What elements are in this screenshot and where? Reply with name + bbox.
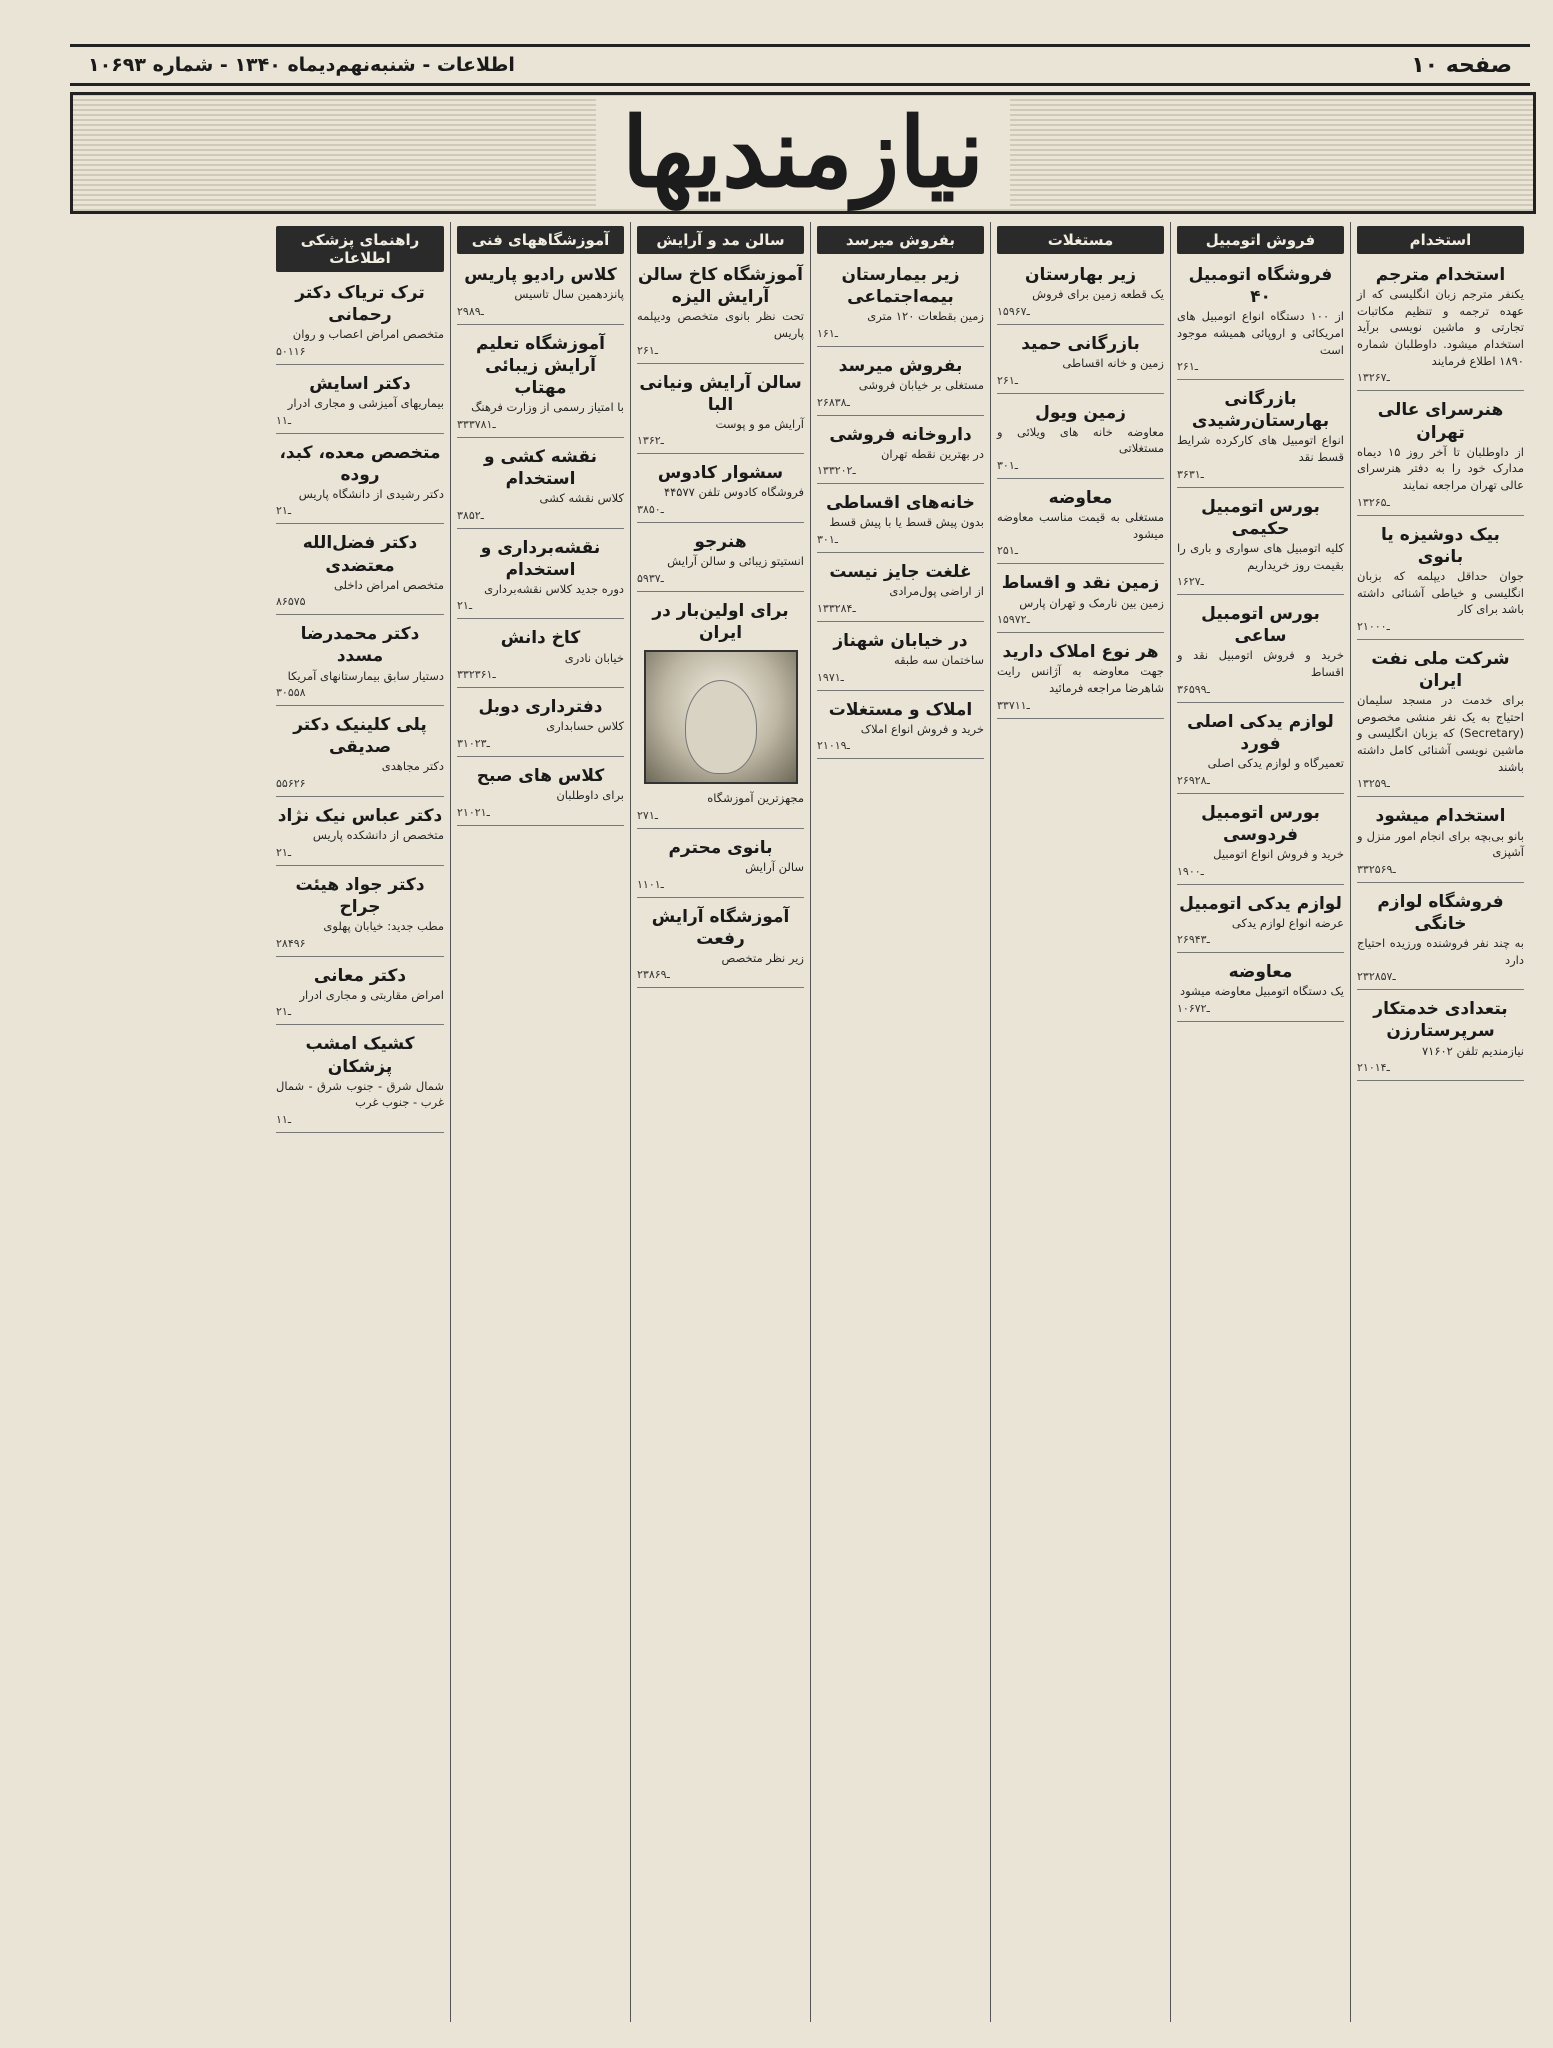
- classified-ad: [276, 870, 444, 957]
- classified-ad: [457, 623, 624, 688]
- ad-code: ۳۶ـ۵۹۹: [1177, 682, 1210, 696]
- ad-code: ۱ـ۱: [276, 1112, 292, 1126]
- ad-body: مستغلی بر خیابان فروشی: [858, 377, 984, 392]
- ad-code: ۱ـ۱: [276, 413, 292, 427]
- ad-title: بازرگانی بهارستان‌رشیدی: [1191, 389, 1330, 432]
- classified-ad: [997, 398, 1164, 479]
- ad-body: یکنفر مترجم زبان انگلیسی که از عهده ترجمه و تنظیم مکاتبات تجارتی و ماشین نویسی برآید استخدام میشود. داوطلبان شماره ۱۸۹۰ اطلاع فرمایند: [1357, 287, 1524, 368]
- ad-code: ۱۰۶۷ـ۲: [1177, 1002, 1210, 1016]
- ad-title: متخصص معده، کبد، روده: [279, 442, 441, 485]
- ad-title: شرکت ملی نفت ایران: [1371, 648, 1510, 691]
- classified-ad: [1357, 994, 1524, 1081]
- ad-code: ۱ـ۳۳۲۸۴: [817, 601, 856, 615]
- ad-code: ۲ـ۱۰۱۴: [1357, 1061, 1390, 1075]
- ad-body: در بهترین نقطه تهران: [880, 446, 984, 461]
- ad-title: فروشگاه لوازم خانگی: [1377, 891, 1504, 934]
- ad-body: نیازمندیم تلفن ۷۱۶۰۲: [1421, 1043, 1524, 1058]
- column-4: [630, 222, 810, 2022]
- ad-title: زیر بیمارستان بیمه‌اجتماعی: [841, 265, 960, 308]
- portrait-photo: [644, 650, 798, 784]
- ad-title: ترک تریاک دکتر رحمانی: [295, 283, 425, 326]
- ad-title: معاوضه: [1228, 962, 1293, 983]
- ad-body: دستیار سابق بیمارستانهای آمریکا: [287, 668, 444, 683]
- classified-ad: [457, 260, 624, 325]
- column-0: [1350, 222, 1530, 2022]
- ad-code: ۸۶۵۷۵: [276, 595, 306, 609]
- ad-title: غلغت جایز نیست: [829, 562, 972, 583]
- classified-ad: [276, 801, 444, 866]
- ad-code: ۳ـ۳۲۵۶۹: [1357, 862, 1396, 876]
- classified-ad: [457, 761, 624, 826]
- ad-code: ۲ـ۱۰۲۱: [457, 805, 490, 819]
- masthead: [70, 92, 1536, 214]
- classified-ad: [1177, 384, 1344, 488]
- ad-body: خرید و فروش انواع اتومبیل: [1213, 846, 1344, 861]
- ad-code: ۳ـ۱۰۲۳: [457, 736, 490, 750]
- ad-code: ۱ـ۱۰۱: [637, 877, 664, 891]
- section-header: سالن مد و آرایش: [637, 226, 804, 254]
- ad-code: ۲ـ۱: [276, 845, 292, 859]
- ad-code: ۲ـ۱۰۱۹: [817, 739, 850, 753]
- ad-code: ۲۶ـ۱: [637, 343, 658, 357]
- classified-ad: [997, 483, 1164, 564]
- ad-code: ۳ـ۸۵۲: [457, 508, 484, 522]
- classified-ad: [276, 369, 444, 434]
- ad-code: ۱ـ۳۲۵۹: [1357, 777, 1390, 791]
- ad-code: ۱۵ـ۹۷۲: [997, 613, 1030, 627]
- ad-code: ۳ـ۶۳۱: [1177, 467, 1204, 481]
- classified-ad: [1357, 260, 1524, 391]
- ad-body: به چند نفر فروشنده ورزیده احتیاج دارد: [1357, 936, 1524, 967]
- classified-ad: [1357, 887, 1524, 991]
- section-header: راهنمای پزشکی اطلاعات: [276, 226, 444, 272]
- ad-code: ۵۰۱۱۶: [276, 344, 306, 358]
- ad-title: هنرجو: [694, 532, 747, 553]
- ad-title: بورس اتومبیل حکیمی: [1201, 496, 1320, 539]
- ad-title: هر نوع املاک دارید: [1002, 642, 1159, 663]
- ad-body: بیماریهای آمیزشی و مجاری ادرار: [287, 395, 444, 410]
- ad-code: ۵۵۶۲۶: [276, 777, 306, 791]
- classified-ad: [1357, 644, 1524, 798]
- section-header: آموزشگاههای فنی: [457, 226, 624, 254]
- ad-code: ۳۰۵۵۸: [276, 686, 306, 700]
- classified-ad: [1357, 801, 1524, 882]
- ad-code: ۲ـ۱۰۰۰: [1357, 619, 1390, 633]
- ad-body: عرضه انواع لوازم یدکی: [1231, 915, 1344, 930]
- ad-title: استخدام میشود: [1375, 806, 1506, 827]
- ad-title: بورس اتومبیل ساعی: [1201, 604, 1320, 647]
- ad-title: نقشه‌برداری و استخدام: [480, 537, 601, 580]
- ad-title: نقشه کشی و استخدام: [483, 446, 597, 489]
- ad-title: بتعدادی خدمتکار سرپرستارزن: [1373, 999, 1508, 1042]
- ad-title: آموزشگاه آرایش رفعت: [651, 906, 790, 949]
- ad-body: تحت نظر بانوی متخصص ودیپلمه پاریس: [637, 309, 804, 340]
- column-1: [1170, 222, 1350, 2022]
- classified-ad: [1177, 707, 1344, 794]
- ad-title: کلاس رادیو پاریس: [464, 265, 617, 285]
- ad-body: از ۱۰۰ دستگاه انواع اتومبیل های امریکائی و اروپائی همیشه موجود است: [1177, 309, 1345, 357]
- section-header: بفروش میرسد: [817, 226, 984, 254]
- ad-body: مطب جدید: خیابان پهلوی: [323, 919, 444, 934]
- ad-body: دکتر مجاهدی: [381, 759, 444, 774]
- ad-code: ۲ـ۳۲۸۵۷: [1357, 970, 1396, 984]
- classified-ad: [997, 637, 1164, 718]
- ad-code: ۳۰ـ۱: [997, 458, 1018, 472]
- ad-title: کلاس های صبح: [476, 765, 605, 786]
- ad-body: متخصص از دانشکده پاریس: [312, 828, 444, 843]
- ad-title: معاوضه: [1048, 487, 1113, 508]
- ad-code: ۲۶ـ۹۴۳: [1177, 933, 1210, 947]
- classified-columns: [70, 222, 1530, 2022]
- classified-ad: [276, 961, 444, 1026]
- classified-ad: [457, 533, 624, 620]
- ad-body: زمین و خانه اقساطی: [1062, 355, 1164, 370]
- classified-ad: [997, 568, 1164, 633]
- ad-body: متخصص امراض اعصاب و روان: [292, 327, 444, 342]
- ad-body: ساختمان سه طبقه: [893, 653, 984, 668]
- ad-body: زیر نظر متخصص: [721, 950, 804, 965]
- ad-title: فروشگاه اتومبیل ۴۰: [1188, 265, 1333, 308]
- classified-ad: [1177, 492, 1344, 596]
- ad-body: مجهزترین آموزشگاه: [707, 791, 804, 806]
- ad-code: ۲۶ـ۹۲۸: [1177, 773, 1210, 787]
- ad-code: ۲ـ۹۸۹: [457, 304, 484, 318]
- classified-ad: [817, 420, 984, 485]
- ad-code: ۲۶ـ۸۳۸: [817, 395, 850, 409]
- ad-body: خرید و فروش انواع املاک: [860, 721, 984, 736]
- ad-body: خرید و فروش اتومبیل نقد و اقساط: [1177, 648, 1344, 680]
- classified-ad: [276, 278, 444, 365]
- ad-code: ۱ـ۳۲۶۷: [1357, 371, 1390, 385]
- ad-title: زمین ویول: [1035, 402, 1126, 423]
- ad-code: ۱۵ـ۹۶۷: [997, 304, 1030, 318]
- ad-body: انستیتو زیبائی و سالن آرایش: [667, 554, 804, 569]
- ad-body: جوان حداقل دیپلمه که بزبان انگلیسی و خیاطی آشنائی داشته باشد برای کار: [1357, 568, 1524, 617]
- classified-ad: [817, 626, 984, 691]
- classified-ad: [276, 619, 444, 706]
- ad-title: لوازم یدکی اتومبیل: [1179, 893, 1342, 914]
- classified-ad: [637, 458, 804, 523]
- section-header: استخدام: [1357, 226, 1524, 254]
- ad-title: دکتر عباس نیک نژاد: [277, 806, 443, 827]
- ad-body: یک دستگاه اتومبیل معاوضه میشود: [1179, 984, 1344, 999]
- ad-title: زمین نقد و اقساط: [1001, 573, 1160, 594]
- classified-ad: [1177, 798, 1344, 885]
- classified-ad: [1357, 520, 1524, 640]
- ad-body: بدون پیش قسط یا با پیش قسط: [829, 515, 984, 530]
- ad-body: زمین بین نارمک و تهران پارس: [1019, 595, 1164, 610]
- ad-code: ۲۶ـ۱: [1177, 360, 1198, 374]
- ad-title: کشیک امشب پزشکان: [305, 1034, 415, 1077]
- classified-ad: [997, 260, 1164, 325]
- ad-body: سالن آرایش: [745, 859, 804, 874]
- ad-body: از داوطلبان تا آخر روز ۱۵ دیماه مدارک خود را به دفتر هنرسرای عالی تهران مراجعه نمایند: [1357, 444, 1525, 492]
- ad-body: خیابان نادری: [564, 650, 624, 665]
- ad-title: در خیابان شهناز: [833, 630, 968, 651]
- classified-ad: [817, 260, 984, 347]
- ad-title: داروخانه فروشی: [829, 424, 972, 445]
- classified-ad: [817, 351, 984, 416]
- classified-ad: [997, 329, 1164, 394]
- portrait-face: [685, 680, 757, 774]
- section-header: مستغلات: [997, 226, 1164, 254]
- ad-code: ۳ـ۳۳۷۸۱: [457, 417, 496, 431]
- top-strip: [70, 44, 1530, 86]
- ad-code: ۲۳ـ۸۶۹: [637, 968, 670, 982]
- ad-code: ۱۶ـ۲۷: [1177, 575, 1204, 589]
- ad-title: بانوی محترم: [668, 837, 773, 858]
- ad-body: پانزدهمین سال تاسیس: [514, 287, 624, 302]
- ad-code: ۱ـ۹۷۱: [817, 670, 844, 684]
- ad-title: لوازم یدکی اصلی فورد: [1187, 711, 1334, 754]
- column-2: [990, 222, 1170, 2022]
- ad-body: متخصص امراض داخلی: [333, 577, 444, 592]
- ad-code: ۳ـ۸۵۰: [637, 503, 664, 517]
- ad-code: ۲۵ـ۱: [997, 544, 1018, 558]
- ad-code: ۲ـ۱: [457, 599, 473, 613]
- ad-code: ۳۳۷۱ـ۱: [997, 698, 1030, 712]
- ad-body: کلاس حسابداری: [546, 719, 624, 734]
- ad-title: دکتر محمدرضا مسدد: [300, 624, 420, 667]
- ad-title: برای اولین‌بار در ایران: [652, 600, 789, 644]
- ad-body: برای داوطلبان: [556, 788, 624, 803]
- ad-title: بفروش میرسد: [838, 355, 963, 376]
- column-3: [810, 222, 990, 2022]
- ad-code: ۱ـ۹۰۰: [1177, 864, 1204, 878]
- ad-title: بیک دوشیزه یا بانوی: [1381, 524, 1500, 567]
- ad-title: املاک و مستغلات: [828, 699, 973, 720]
- ad-code: ۲ـ۱: [276, 504, 292, 518]
- ad-title: هنرسرای عالی تهران: [1377, 400, 1504, 443]
- ad-code: ۱ـ۳۶۲: [637, 434, 664, 448]
- ad-title: آموزشگاه تعلیم آرایش زیبائی مهتاب: [476, 333, 605, 398]
- ad-body: با امتیاز رسمی از وزارت فرهنگ: [471, 400, 624, 415]
- ad-title: دکتر جواد هیئت جراح: [295, 874, 425, 917]
- classified-ad: [276, 1029, 444, 1133]
- ad-body: فروشگاه کادوس تلفن ۴۴۵۷۷: [663, 485, 804, 500]
- ad-code: ۵ـ۹۳۷: [637, 571, 664, 585]
- ad-title: سشوار کادوس: [657, 463, 784, 484]
- ad-body: بانو بی‌بچه برای انجام امور منزل و آشپزی: [1357, 828, 1524, 860]
- ad-title: آموزشگاه کاخ سالن آرایش الیزه: [638, 265, 803, 308]
- classified-ad: [817, 488, 984, 553]
- ad-code: ۱ـ۳۳۲۰۲: [817, 464, 856, 478]
- classified-ad: [1357, 395, 1524, 515]
- ad-title: بورس اتومبیل فردوسی: [1201, 802, 1320, 845]
- ad-title: دکتر معانی: [313, 965, 407, 986]
- classified-ad: [1177, 599, 1344, 703]
- masthead-title: نیازمندیها: [596, 98, 1010, 208]
- classified-ad: [637, 368, 804, 455]
- ad-body: معاوضه خانه های ویلائی و مستغلاتی: [997, 424, 1164, 456]
- classified-ad: [817, 695, 984, 760]
- ad-code: ۱ـ۳۲۶۵: [1357, 495, 1390, 509]
- ad-body: دوره جدید کلاس نقشه‌برداری: [484, 581, 624, 596]
- ad-title: دکتر فضل‌الله معتضدی: [302, 533, 418, 576]
- classified-ad: [637, 833, 804, 898]
- ad-code: ۲۸۴۹۶: [276, 936, 306, 950]
- ad-body: شمال شرق - جنوب شرق - شمال غرب - جنوب غرب: [276, 1078, 444, 1110]
- classified-ad: [276, 438, 444, 525]
- ad-body: کلیه اتومبیل های سواری و باری را بقیمت روز خریداریم: [1177, 540, 1344, 572]
- ad-code: ۲۷ـ۱: [637, 808, 658, 822]
- classified-ad: [1177, 957, 1344, 1022]
- ad-body: کلاس نقشه کشی: [539, 490, 624, 505]
- ad-body: زمین بقطعات ۱۲۰ متری: [867, 309, 984, 324]
- classified-ad: [1177, 260, 1344, 380]
- classified-ad: [457, 442, 624, 529]
- ad-body: برای خدمت در مسجد سلیمان احتیاج به یک نفر منشی مخصوص (Secretary) که بزبان انگلیسی و ماشین نویسی آشنائی کامل داشته باشند: [1357, 693, 1524, 774]
- ad-title: دفترداری دوبل: [478, 697, 603, 718]
- ad-body: جهت معاوضه به آژانس رایت شاهرضا مراجعه فرمائید: [997, 664, 1164, 695]
- ad-title: سالن آرایش ونیانی البا: [639, 372, 802, 415]
- ad-code: ۱۶ـ۱: [817, 326, 838, 340]
- ad-title: پلی کلینیک دکتر صدیقی: [293, 715, 427, 758]
- classified-ad: [276, 710, 444, 797]
- classified-ad: [276, 528, 444, 615]
- ad-body: یک قطعه زمین برای فروش: [1032, 287, 1164, 302]
- ad-body: امراض مقاربتی و مجاری ادرار: [299, 987, 444, 1002]
- ad-body: دکتر رشیدی از دانشگاه پاریس: [298, 486, 444, 501]
- ad-title: استخدام مترجم: [1375, 265, 1506, 285]
- ad-body: انواع اتومبیل های کارکرده شرایط قسط نقد: [1177, 433, 1344, 465]
- classified-ad: [457, 329, 624, 438]
- ad-body: از اراضی پول‌مرادی: [889, 584, 984, 599]
- classified-ad: [457, 692, 624, 757]
- ad-code: ۲ـ۱: [276, 1005, 292, 1019]
- classified-ad: [817, 557, 984, 622]
- ad-body: آرایش مو و پوست: [715, 416, 804, 431]
- ad-code: ۳ـ۳۲۳۶۱: [457, 668, 496, 682]
- section-header: فروش اتومبیل: [1177, 226, 1344, 254]
- page-number: صفحه ۱۰: [1411, 52, 1512, 78]
- ad-title: زیر بهارستان: [1025, 265, 1136, 285]
- ad-body: تعمیرگاه و لوازم یدکی اصلی: [1207, 755, 1344, 770]
- ad-title: دکتر اسایش: [309, 373, 411, 394]
- ad-title: خانه‌های اقساطی: [826, 493, 975, 514]
- ad-code: ۳۰ـ۱: [817, 533, 838, 547]
- dateline: اطلاعات - شنبه‌نهم‌دیماه ۱۳۴۰ - شماره ۱۰۶۹۳: [88, 54, 515, 76]
- ad-code: ۲۶ـ۱: [997, 373, 1018, 387]
- ad-title: کاخ دانش: [500, 628, 581, 649]
- column-5: [450, 222, 630, 2022]
- classified-ad: [1177, 889, 1344, 954]
- classified-ad: [637, 902, 804, 989]
- classified-ad: [637, 527, 804, 592]
- ad-title: بازرگانی حمید: [1021, 333, 1140, 354]
- ad-body: مستغلی به قیمت مناسب معاوضه میشود: [997, 510, 1164, 541]
- column-6: [270, 222, 450, 2022]
- classified-ad: [637, 596, 804, 829]
- classified-ad: [637, 260, 804, 364]
